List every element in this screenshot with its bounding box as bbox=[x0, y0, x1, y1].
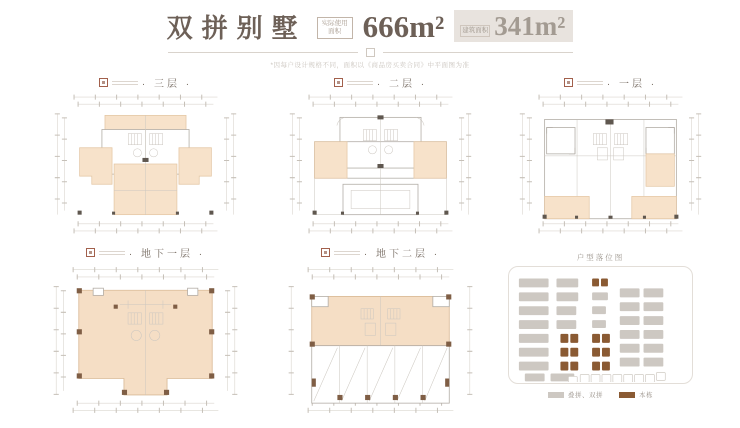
divider-line-right bbox=[383, 52, 573, 53]
plan-section-floor2 bbox=[283, 76, 478, 239]
usable-area-badge: 实际使用面积 bbox=[317, 17, 353, 39]
legend-label: 本栋 bbox=[639, 392, 653, 399]
rooms bbox=[312, 296, 450, 345]
plan-label-floor2 bbox=[283, 76, 478, 89]
brand-text-lines bbox=[112, 81, 138, 85]
site-plan-box bbox=[508, 266, 693, 384]
header bbox=[0, 10, 740, 69]
brand-logo-icon bbox=[334, 78, 343, 87]
rooms bbox=[545, 119, 677, 218]
plan-section-floor1 bbox=[513, 76, 708, 239]
legend-label: 叠拼、双拼 bbox=[568, 392, 603, 399]
site-plan-section bbox=[503, 252, 698, 399]
plan-label-text: · 三层 · bbox=[141, 79, 193, 90]
plan-section-basement1 bbox=[48, 246, 243, 419]
usable-area-value: 666m² bbox=[362, 9, 445, 44]
divider-line-left bbox=[168, 52, 358, 53]
basement1-plan-drawing bbox=[48, 259, 243, 419]
plan-label-basement2 bbox=[283, 246, 478, 259]
floor3-plan-drawing bbox=[48, 89, 243, 239]
ornament-divider bbox=[0, 48, 740, 57]
gross-area-badge: 建筑面积 bbox=[460, 25, 490, 37]
gross-area-group bbox=[454, 10, 573, 42]
plan-section-basement2 bbox=[283, 246, 478, 419]
plan-section-floor3 bbox=[48, 76, 243, 239]
plan-label-text: · 二层 · bbox=[376, 79, 428, 90]
brand-logo-icon bbox=[564, 78, 573, 87]
plan-label-text: · 地下二层 · bbox=[363, 249, 441, 260]
brand-text-lines bbox=[347, 81, 373, 85]
brand-text-lines bbox=[99, 251, 125, 255]
brand-text-lines bbox=[577, 81, 603, 85]
plan-label-text: · 地下一层 · bbox=[128, 249, 206, 260]
title-row bbox=[0, 10, 740, 42]
plan-label-basement1 bbox=[48, 246, 243, 259]
plan-label-floor3 bbox=[48, 76, 243, 89]
brand-text-lines bbox=[334, 251, 360, 255]
site-plan-legend bbox=[503, 390, 698, 399]
divider-square-icon bbox=[366, 48, 375, 57]
gross-area-value: 341m² bbox=[494, 11, 566, 41]
legend-swatch-brown bbox=[619, 392, 635, 398]
basement2-plan-drawing bbox=[283, 259, 478, 419]
floor2-plan-drawing bbox=[283, 89, 478, 239]
brand-logo-icon bbox=[99, 78, 108, 87]
legend-swatch-grey bbox=[548, 392, 564, 398]
brand-logo-icon bbox=[321, 248, 330, 257]
rooms bbox=[79, 288, 212, 395]
disclaimer-text: *因每户设计规格不同，面积以《商品房买卖合同》中平面图为准 bbox=[270, 62, 470, 69]
legend-item-brown bbox=[619, 390, 653, 399]
site-plan-title: 户型落位图 bbox=[576, 253, 625, 262]
site-plan-drawing bbox=[509, 270, 692, 382]
page-title: 双拼别墅 bbox=[166, 14, 307, 43]
plan-label-text: · 一层 · bbox=[606, 79, 658, 90]
garage bbox=[312, 346, 450, 403]
plan-label-floor1 bbox=[513, 76, 708, 89]
brand-logo-icon bbox=[86, 248, 95, 257]
floor1-plan-drawing bbox=[513, 89, 708, 239]
legend-item-grey bbox=[548, 390, 603, 399]
